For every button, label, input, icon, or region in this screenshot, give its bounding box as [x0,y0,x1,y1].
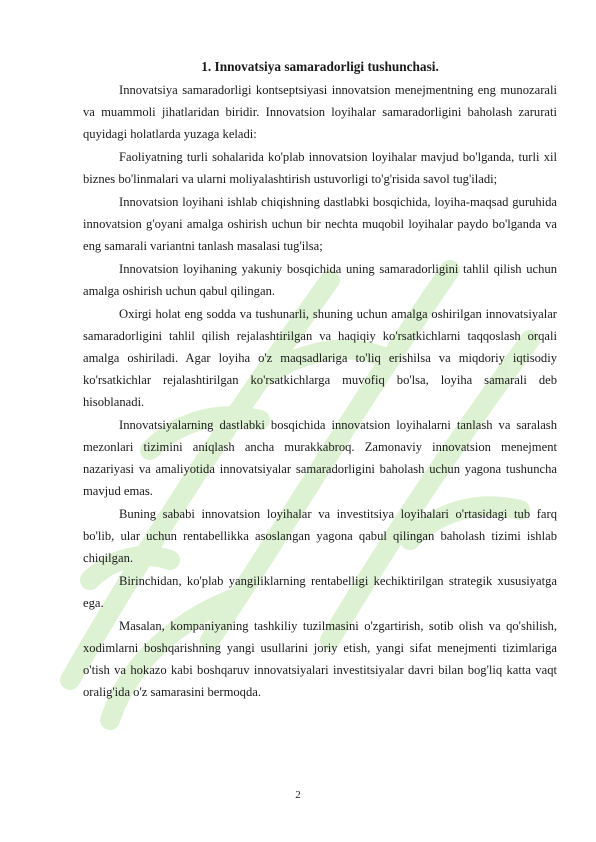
paragraph: Innovatsion loyihani ishlab chiqishning dastlabki bosqichida, loyiha-maqsad guruhida innovatsion g'oyani amalga oshirish uchun bir nechta muqobil loyihalar paydo bo'lganda va eng samarali variantni tanlash masalasi tug'ilsa; [83,195,557,253]
page-number: 2 [295,789,301,801]
paragraph: Birinchidan, ko'plab yangiliklarning rentabelligi kechiktirilgan strategik xususiyatga ega. [83,574,557,610]
paragraph: Innovatsion loyihaning yakuniy bosqichida uning samaradorligini tahlil qilish uchun amalga oshirish uchun qabul qilingan. [83,262,557,298]
paragraph: Faoliyatning turli sohalarida ko'plab innovatsion loyihalar mavjud bo'lganda, turli xil biznes bo'linmalari va ularni moliyalashtirish ustuvorligi to'g'risida savol tug'iladi; [83,150,557,186]
paragraph: Masalan, kompaniyaning tashkiliy tuzilmasini o'zgartirish, sotib olish va qo'shilish, xodimlarni boshqarishning yangi usullarini joriy etish, yangi sifat menejmenti tizimlariga o'tish va hokazo kabi boshqaruv innovatsiyalari investitsiyalar davri bilan bog'liq katta vaqt oralig'ida o'z samarasini bermoqda. [83,619,557,699]
paragraph: Oxirgi holat eng sodda va tushunarli, shuning uchun amalga oshirilgan innovatsiyalar samaradorligini tahlil qilish rejalashtirilgan va haqiqiy ko'rsatkichlarni taqqoslash orqali amalga oshiriladi. Agar loyiha o'z maqsadlariga to'liq erishilsa va miqdoriy iqtisodiy ko'rsatkichlar rejalashtirilgan ko'rsatkichlarga muvofiq bo'lsa, loyiha samarali deb hisoblanadi. [83,307,557,409]
paragraph: Buning sababi innovatsion loyihalar va investitsiya loyihalari o'rtasidagi tub farq bo'lib, ular uchun rentabellikka asoslangan yagona qabul qilingan baholash tizimi ishlab chiqilgan. [83,507,557,565]
section-heading: 1. Innovatsiya samaradorligi tushunchasi. [201,59,439,74]
paragraph: Innovatsiyalarning dastlabki bosqichida innovatsion loyihalarni tanlash va saralash mezonlari tizimini aniqlash ancha murakkabroq. Zamonaviy innovatsion menejment nazariyasi va amaliyotida innovatsiyalar samaradorligini baholash uchun yagona tushuncha mavjud emas. [83,418,557,498]
paragraph: Innovatsiya samaradorligi kontseptsiyasi innovatsion menejmentning eng munozarali va muammoli jihatlaridan biridir. Innovatsion loyihalar samaradorligini baholash zarurati quyidagi holatlarda yuzaga keladi: [83,83,557,141]
document-body [83,56,557,704]
